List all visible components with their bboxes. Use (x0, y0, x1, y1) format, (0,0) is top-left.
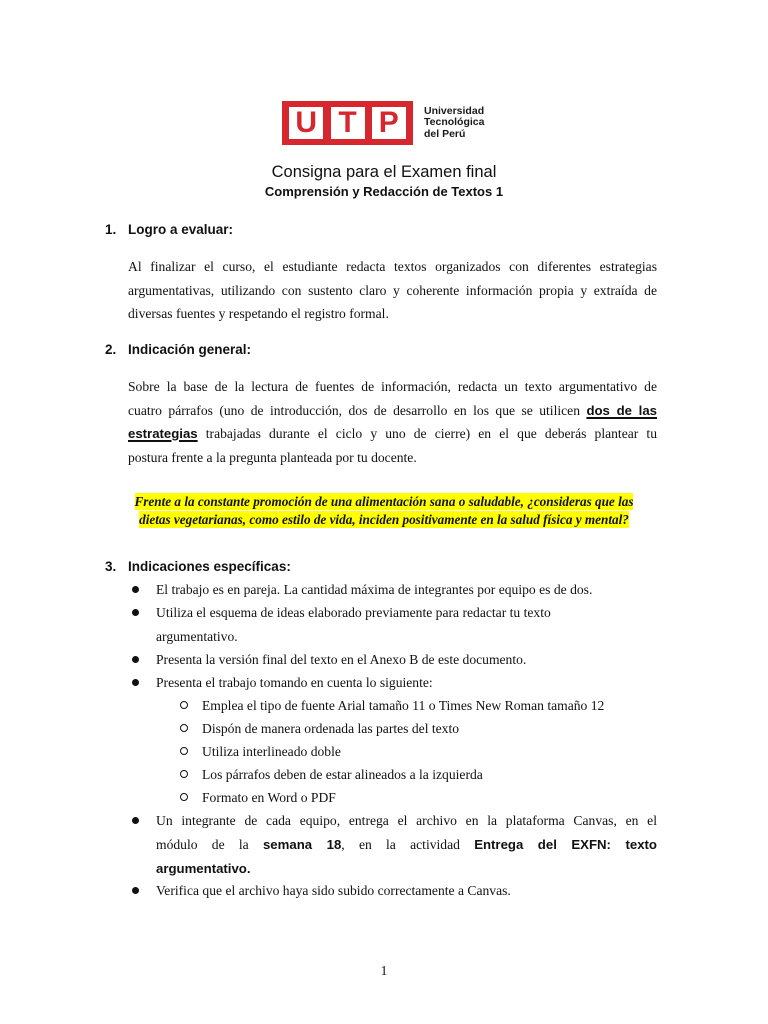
logo-wordmark (424, 106, 484, 141)
section-1-paragraph (128, 255, 657, 326)
sub-bullet-item (0, 694, 768, 717)
paragraph-line: Sobre la base de la lectura de fuentes de información, redacta un texto argumentativo de (128, 379, 657, 394)
paragraph-text: trabajadas durante el ciclo y uno de cierre) en el que deberás plantear tu (205, 426, 657, 441)
emphasis-strategies-cont: estrategias (128, 426, 198, 441)
question-line-2: dietas vegetarianas, como estilo de vida, inciden positivamente en la salud física y mental? (139, 512, 629, 527)
section-2-title: Indicación general: (128, 342, 252, 357)
section-2-number: 2. (105, 342, 117, 357)
document-subtitle: Comprensión y Redacción de Textos 1 (264, 184, 504, 199)
bullet-item (0, 879, 768, 902)
utp-logo-mark (282, 101, 413, 145)
sub-bullet-text: Formato en Word o PDF (202, 790, 336, 805)
logo-line-1: Universidad (424, 104, 485, 117)
sub-bullet-item (0, 786, 768, 809)
bullet-continuation (0, 625, 768, 648)
paragraph-line (156, 857, 657, 881)
sub-bullet-text: Utiliza interlineado doble (202, 744, 341, 759)
bullet-item (0, 601, 768, 624)
paragraph-line: Un integrante de cada equipo, entrega el archivo en la plataforma Canvas, en el (156, 813, 657, 828)
sub-bullet-text: Los párrafos deben de estar alineados a la izquierda (202, 767, 483, 782)
page-number: 1 (380, 963, 388, 978)
question-line-1: Frente a la constante promoción de una alimentación sana o saludable, ¿consideras que las (134, 494, 634, 509)
bullet-item (0, 648, 768, 671)
bullet-submission-text (156, 809, 657, 881)
bullet-dot (132, 586, 139, 593)
bullet-text: Utiliza el esquema de ideas elaborado previamente para redactar tu texto (156, 605, 551, 620)
sub-bullet-circle (180, 701, 188, 709)
sub-bullet-circle (180, 770, 188, 778)
paragraph-line (128, 399, 657, 423)
paragraph-text: módulo de la (156, 837, 249, 852)
logo-line-2: Tecnológica (424, 116, 485, 129)
sub-bullet-text: Emplea el tipo de fuente Arial tamaño 11 o Times New Roman tamaño 12 (202, 698, 605, 713)
logo-line-3: del Perú (424, 127, 466, 140)
bullet-dot (132, 656, 139, 663)
bullet-dot (132, 887, 139, 894)
section-3-title: Indicaciones específicas: (128, 559, 291, 574)
sub-bullet-item (0, 717, 768, 740)
bullet-dot (132, 679, 139, 686)
sub-bullet-text: Dispón de manera ordenada las partes del texto (202, 721, 460, 736)
paragraph-line: Al finalizar el curso, el estudiante redacta textos organizados con diferentes estrategias (128, 259, 657, 274)
paragraph-line: argumentativas, utilizando con sustento claro y coherente información propia y extraída de (128, 282, 657, 298)
bullet-dot (132, 609, 139, 616)
paragraph-line: diversas fuentes y respetando el registro formal. (128, 306, 389, 321)
logo-letter-u: U (289, 107, 323, 139)
bullet-text: argumentativo. (156, 629, 238, 644)
section-1-number: 1. (105, 222, 117, 237)
section-1-title: Logro a evaluar: (128, 222, 234, 237)
document-title: Consigna para el Examen final (271, 163, 497, 181)
bullet-item (0, 671, 768, 694)
bullet-dot (132, 817, 139, 824)
paragraph-text: , en la actividad (341, 837, 460, 852)
bullet-text: Presenta la versión final del texto en el Anexo B de este documento. (156, 652, 527, 667)
utp-logo (282, 101, 484, 145)
sub-bullet-item (0, 740, 768, 763)
highlighted-question (0, 493, 768, 529)
paragraph-line: postura frente a la pregunta planteada por tu docente. (128, 449, 417, 465)
bullet-text: Presenta el trabajo tomando en cuenta lo siguiente: (156, 675, 433, 690)
bullet-text: Verifica que el archivo haya sido subido correctamente a Canvas. (156, 883, 511, 898)
emphasis-activity: Entrega del EXFN: texto (474, 837, 657, 852)
bullet-item (0, 578, 768, 601)
bullet-text: El trabajo es en pareja. La cantidad máxima de integrantes por equipo es de dos. (156, 582, 593, 597)
emphasis-strategies: dos de las (586, 402, 657, 418)
logo-letter-t: T (331, 107, 365, 139)
paragraph-text: cuatro párrafos (uno de introducción, dos de desarrollo en los que se utilicen (128, 402, 580, 418)
section-3-number: 3. (105, 559, 117, 574)
emphasis-activity-cont: argumentativo. (156, 861, 251, 876)
paragraph-line (156, 833, 657, 857)
sub-bullet-circle (180, 747, 188, 755)
logo-letter-p: P (372, 107, 406, 139)
paragraph-line (128, 422, 657, 446)
sub-bullet-item (0, 763, 768, 786)
section-2-paragraph (128, 375, 657, 469)
sub-bullet-circle (180, 724, 188, 732)
emphasis-week: semana 18 (262, 837, 342, 852)
sub-bullet-circle (180, 793, 188, 801)
